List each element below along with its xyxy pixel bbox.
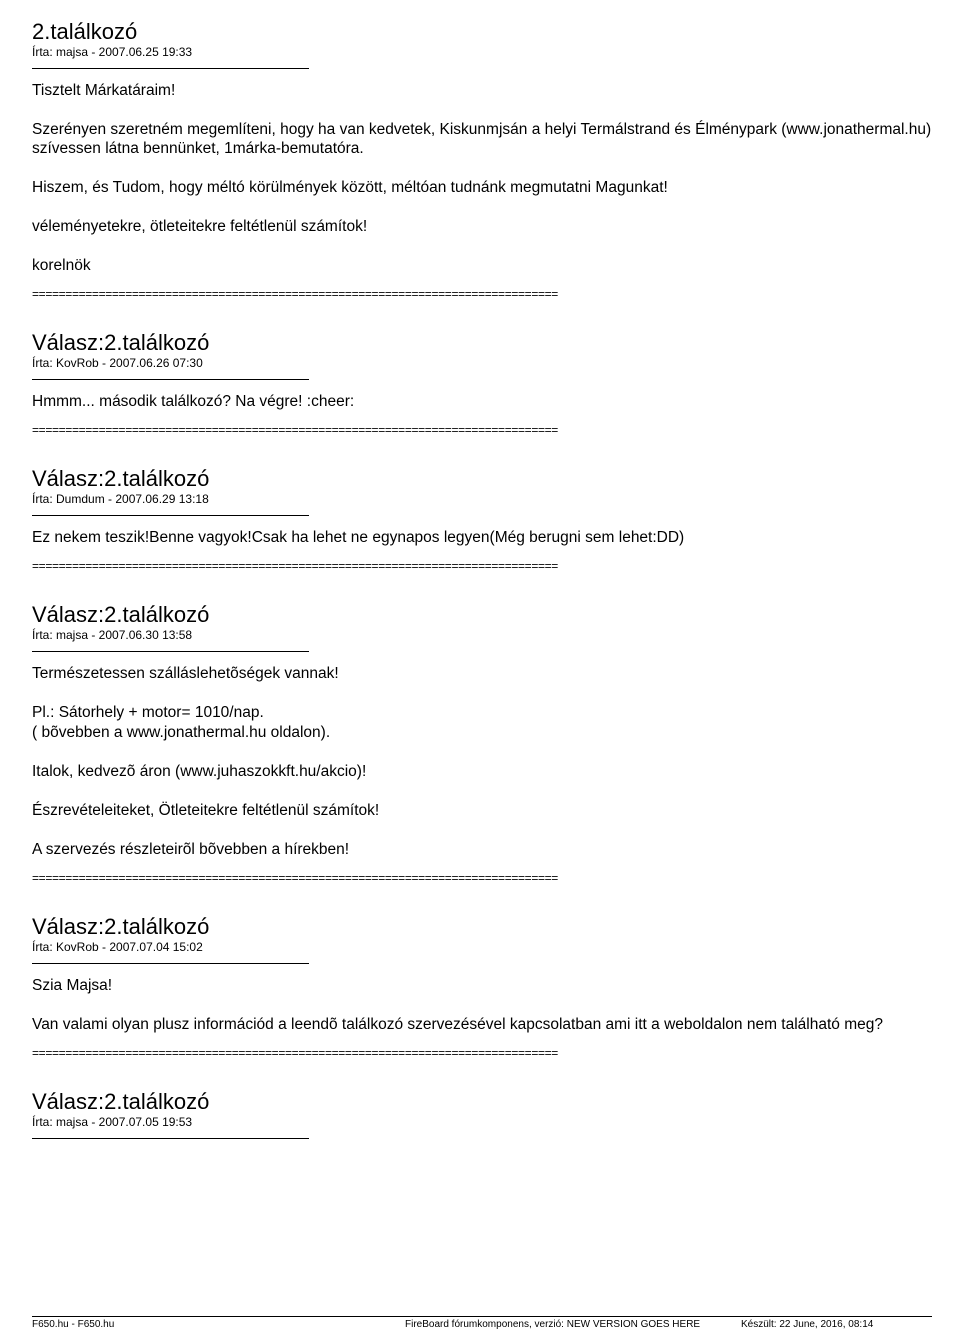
post bbox=[32, 330, 932, 411]
post-paragraph: Italok, kedvezõ áron (www.juhaszokkft.hu/akcio)! bbox=[32, 763, 367, 780]
post-body bbox=[32, 976, 932, 1034]
post-title: Válasz:2.találkozó bbox=[32, 330, 210, 355]
post-paragraph: Észrevételeiteket, Ötleteitekre feltétlenül számítok! bbox=[32, 802, 380, 819]
post-divider bbox=[32, 651, 309, 652]
post-title: 2.találkozó bbox=[32, 19, 138, 44]
post-separator: =============================================================================== bbox=[32, 559, 558, 573]
post-meta: Írta: majsa - 2007.06.30 13:58 bbox=[32, 628, 193, 642]
post-divider bbox=[32, 379, 309, 380]
post-paragraph: Szia Majsa! bbox=[32, 977, 113, 994]
post-paragraph: Tisztelt Márkatáraim! bbox=[32, 82, 176, 99]
post-paragraph: Szerényen szeretném megemlíteni, hogy ha van kedvetek, Kiskunmjsán a helyi Termálstrand és Élménypark (www.jonathermal.hu) szívessen látna bennünket, 1márka-bemutatóra. bbox=[32, 121, 932, 157]
footer-site: F650.hu - F650.hu bbox=[32, 1319, 115, 1330]
post-meta: Írta: KovRob - 2007.07.04 15:02 bbox=[32, 940, 203, 954]
post bbox=[32, 466, 932, 547]
post-divider bbox=[32, 515, 309, 516]
post bbox=[32, 1089, 932, 1139]
post-title: Válasz:2.találkozó bbox=[32, 914, 210, 939]
post-paragraph: Természetessen szálláslehetõségek vannak! bbox=[32, 665, 339, 682]
post-separator: =============================================================================== bbox=[32, 871, 558, 885]
post-title: Válasz:2.találkozó bbox=[32, 466, 210, 491]
post-meta: Írta: Dumdum - 2007.06.29 13:18 bbox=[32, 492, 209, 506]
post-divider bbox=[32, 963, 309, 964]
post-separator: =============================================================================== bbox=[32, 287, 558, 301]
post-paragraph: véleményetekre, ötleteitekre feltétlenül számítok! bbox=[32, 218, 368, 235]
post bbox=[32, 19, 932, 275]
post-title: Válasz:2.találkozó bbox=[32, 602, 210, 627]
post-paragraph: ( bõvebben a www.jonathermal.hu oldalon). bbox=[32, 724, 331, 741]
forum-thread bbox=[32, 19, 932, 1139]
post-body bbox=[32, 664, 932, 859]
post-body bbox=[32, 528, 932, 547]
post-body bbox=[32, 81, 932, 275]
post-paragraph: Ez nekem teszik!Benne vagyok!Csak ha lehet ne egynapos legyen(Még berugni sem lehet:DD) bbox=[32, 529, 685, 546]
post-paragraph: A szervezés részleteirõl bõvebben a hírekben! bbox=[32, 841, 350, 858]
post-paragraph: Pl.: Sátorhely + motor= 1010/nap. bbox=[32, 704, 264, 721]
post bbox=[32, 602, 932, 859]
footer-timestamp: Készült: 22 June, 2016, 08:14 bbox=[741, 1319, 874, 1330]
post-separator: =============================================================================== bbox=[32, 423, 558, 437]
post-title: Válasz:2.találkozó bbox=[32, 1089, 210, 1114]
post-meta: Írta: majsa - 2007.07.05 19:53 bbox=[32, 1115, 193, 1129]
post-divider bbox=[32, 68, 309, 69]
post-paragraph: korelnök bbox=[32, 257, 91, 274]
post-paragraph: Hiszem, és Tudom, hogy méltó körülmények között, méltóan tudnánk megmutatni Magunkat! bbox=[32, 179, 668, 196]
page-footer bbox=[0, 1316, 960, 1332]
post-meta: Írta: KovRob - 2007.06.26 07:30 bbox=[32, 356, 203, 370]
post bbox=[32, 914, 932, 1034]
footer-component: FireBoard fórumkomponens, verzió: NEW VERSION GOES HERE bbox=[405, 1319, 701, 1330]
post-separator: =============================================================================== bbox=[32, 1046, 558, 1060]
post-paragraph: Hmmm... második találkozó? Na végre! :cheer: bbox=[32, 393, 355, 410]
post-paragraph: Van valami olyan plusz információd a leendõ találkozó szervezésével kapcsolatban ami itt a weboldalon nem található meg? bbox=[32, 1016, 883, 1033]
post-divider bbox=[32, 1138, 309, 1139]
post-meta: Írta: majsa - 2007.06.25 19:33 bbox=[32, 45, 193, 59]
post-body bbox=[32, 392, 932, 411]
